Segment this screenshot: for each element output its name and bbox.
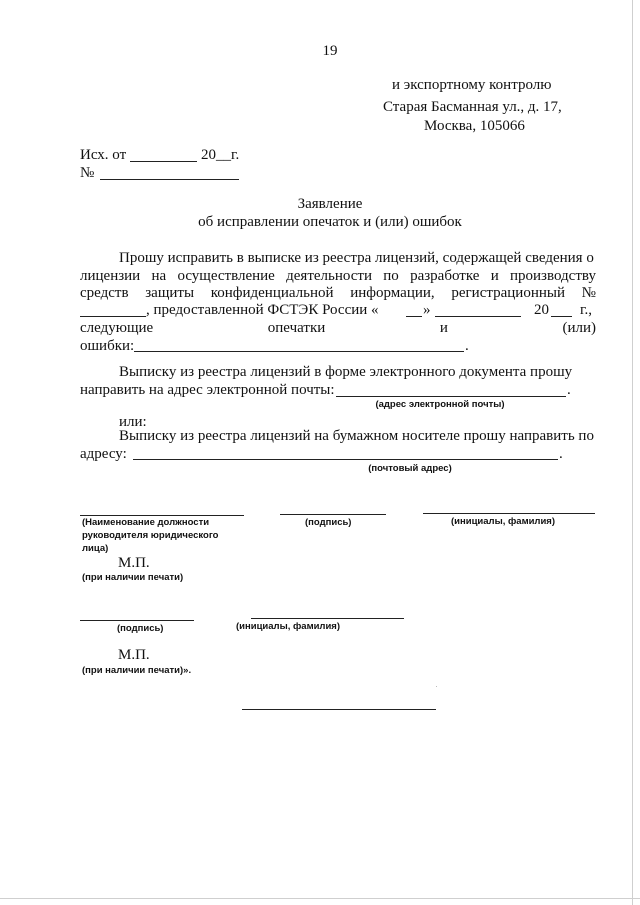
position-caption-2: руководителя юридического (82, 530, 219, 541)
p1-line-4-year: 20 (534, 302, 549, 318)
email-caption: (адрес электронной почты) (375, 399, 505, 410)
registration-number-field[interactable] (80, 316, 146, 317)
p3-line-2-end: . (559, 446, 563, 462)
stamp-label-2: М.П. (118, 647, 150, 663)
or-label: или: (119, 414, 147, 430)
signature-line-1[interactable] (280, 514, 386, 515)
date-day-field[interactable] (406, 316, 422, 317)
word: средств (80, 285, 129, 301)
word: на (151, 268, 167, 284)
document-subtitle: об исправлении опечаток и (или) ошибок (198, 214, 462, 230)
addressee-line-1: и экспортному контролю (392, 77, 552, 93)
outgoing-date-label: Исх. от (80, 147, 127, 163)
addressee-line-3: Москва, 105066 (424, 118, 525, 134)
addressee-line-2: Старая Басманная ул., д. 17, (383, 99, 562, 115)
stamp-note-1: (при наличии печати) (82, 572, 184, 583)
signature-caption-2: (подпись) (117, 623, 164, 634)
initials-caption-1: (инициалы, фамилия) (451, 516, 556, 527)
word: производству (510, 268, 596, 284)
p2-line-1: Выписку из реестра лицензий в форме электронного документа прошу (119, 364, 573, 380)
word: и (439, 320, 448, 336)
p1-line-2 (80, 269, 596, 284)
word: регистрационный (451, 285, 565, 301)
initials-caption-2: (инициалы, фамилия) (236, 621, 341, 632)
word: и (490, 268, 499, 284)
word: № (581, 285, 596, 301)
outgoing-date-field[interactable] (130, 161, 197, 162)
closing-rule (242, 709, 436, 710)
outgoing-date-year: 20__г. (201, 147, 240, 163)
page-edge-bottom (0, 898, 640, 899)
p1-line-1: Прошу исправить в выписке из реестра лицензий, содержащей сведения о (119, 250, 594, 266)
postal-address-field[interactable] (133, 459, 558, 460)
word: следующие (80, 320, 154, 336)
page-number: 19 (322, 43, 338, 59)
p1-line-5 (80, 321, 596, 336)
signature-caption-1: (подпись) (305, 517, 352, 528)
scan-speck (436, 686, 437, 687)
word: защиты (145, 285, 195, 301)
p2-line-2: направить на адрес электронной почты: (80, 382, 335, 398)
word: лицензии (80, 268, 141, 284)
word: конфиденциальной (210, 285, 334, 301)
errors-label: ошибки: (80, 338, 135, 354)
date-month-field[interactable] (435, 316, 521, 317)
outgoing-number-label: № (80, 165, 95, 181)
stamp-label-1: М.П. (118, 555, 150, 571)
postal-caption: (почтовый адрес) (368, 463, 452, 474)
p3-line-2: адресу: (80, 446, 127, 462)
word: опечатки (267, 320, 326, 336)
errors-end: . (465, 338, 469, 354)
p1-line-4-year-suffix: г., (580, 302, 592, 318)
word: информации, (350, 285, 435, 301)
document-title: Заявление (297, 196, 363, 212)
position-signature-line[interactable] (80, 515, 244, 516)
outgoing-number-field[interactable] (100, 179, 239, 180)
word: деятельности (286, 268, 372, 284)
page-edge-right (632, 0, 633, 905)
word: по (383, 268, 399, 284)
p2-line-2-end: . (567, 382, 571, 398)
initials-line-2[interactable] (251, 618, 404, 619)
date-year-field[interactable] (551, 316, 572, 317)
stamp-note-2: (при наличии печати)». (82, 665, 192, 676)
p3-line-1: Выписку из реестра лицензий на бумажном носителе прошу направить по (119, 428, 594, 444)
position-caption-3: лица) (82, 543, 109, 554)
initials-line-1[interactable] (423, 513, 595, 514)
word: разработке (410, 268, 480, 284)
p1-line-4-text: , предоставленной ФСТЭК России « (146, 302, 379, 318)
p1-line-4-quote: » (423, 302, 431, 318)
word: осуществление (177, 268, 275, 284)
errors-field[interactable] (134, 351, 464, 352)
signature-line-2[interactable] (80, 620, 194, 621)
position-caption-1: (Наименование должности (82, 517, 210, 528)
word: (или) (562, 320, 596, 336)
p1-line-3 (80, 286, 596, 301)
email-field[interactable] (336, 396, 566, 397)
